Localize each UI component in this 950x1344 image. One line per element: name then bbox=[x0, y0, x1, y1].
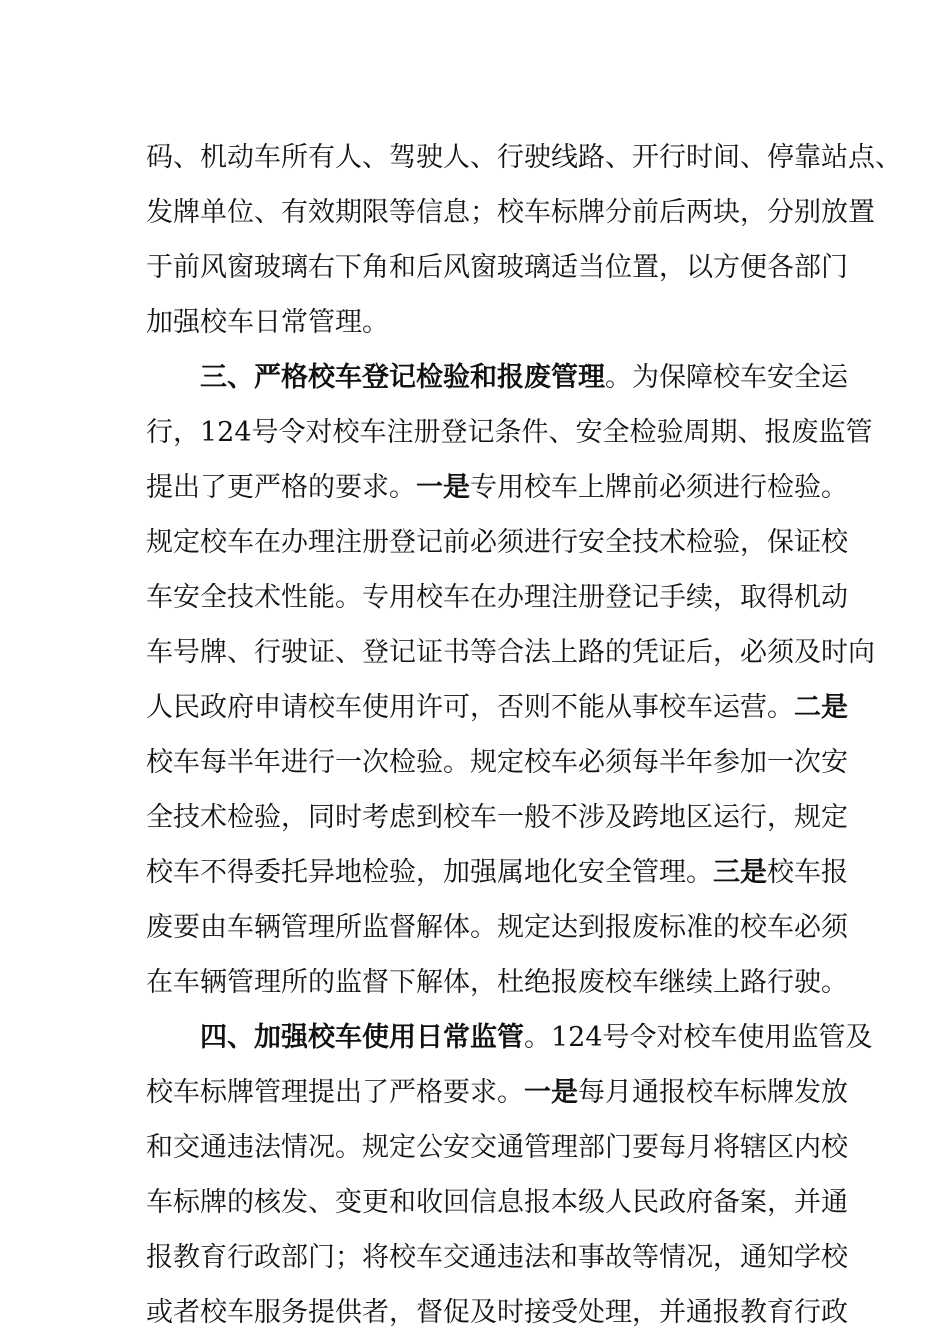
text-line bbox=[146, 1120, 848, 1175]
text-run: 或者校车服务提供者，督促及时接受处理，并通报教育行政 bbox=[146, 1297, 848, 1328]
text-line bbox=[146, 185, 875, 240]
text-run: 车安全技术性能。专用校车在办理注册登记手续，取得机动 bbox=[146, 582, 848, 613]
item-marker: 一是 bbox=[524, 1077, 578, 1108]
item-marker: 三是 bbox=[713, 857, 767, 888]
text-run: 每月通报校车标牌发放 bbox=[578, 1077, 848, 1108]
text-line bbox=[146, 900, 848, 955]
text-run: 车标牌的核发、变更和收回信息报本级人民政府备案，并通 bbox=[146, 1187, 848, 1218]
text-line bbox=[146, 735, 848, 790]
section-heading: 三、严格校车登记检验和报废管理 bbox=[200, 362, 605, 393]
text-line bbox=[146, 790, 848, 845]
text-run: 于前风窗玻璃右下角和后风窗玻璃适当位置，以方便各部门 bbox=[146, 252, 848, 283]
text-line bbox=[146, 460, 848, 515]
text-run: 报教育行政部门；将校车交通违法和事故等情况，通知学校 bbox=[146, 1242, 848, 1273]
item-marker: 二是 bbox=[794, 692, 848, 723]
text-line bbox=[146, 680, 848, 735]
text-run: 在车辆管理所的监督下解体，杜绝报废校车继续上路行驶。 bbox=[146, 967, 848, 998]
text-run: 加强校车日常管理。 bbox=[146, 307, 389, 338]
text-line bbox=[146, 240, 848, 295]
text-run: 车号牌、行驶证、登记证书等合法上路的凭证后，必须及时向 bbox=[146, 637, 875, 668]
section-heading-line bbox=[146, 1010, 873, 1065]
text-run: 校车标牌管理提出了严格要求。 bbox=[146, 1077, 524, 1108]
text-run: 校车不得委托异地检验，加强属地化安全管理。 bbox=[146, 857, 713, 888]
text-run: 提出了更严格的要求。 bbox=[146, 472, 416, 503]
text-line bbox=[146, 570, 848, 625]
text-line bbox=[146, 1065, 848, 1120]
text-run: 专用校车上牌前必须进行检验。 bbox=[470, 472, 848, 503]
text-run: 。124号令对校车使用监管及 bbox=[524, 1022, 873, 1053]
text-line bbox=[146, 130, 902, 185]
text-line bbox=[146, 955, 848, 1010]
text-run: 行，124号令对校车注册登记条件、安全检验周期、报废监管 bbox=[146, 417, 873, 448]
section-heading: 四、加强校车使用日常监管 bbox=[200, 1022, 524, 1053]
text-run: 校车报 bbox=[767, 857, 848, 888]
text-line bbox=[146, 1175, 848, 1230]
document-page bbox=[146, 130, 902, 1340]
text-line bbox=[146, 845, 848, 900]
text-line bbox=[146, 405, 873, 460]
text-line bbox=[146, 1230, 848, 1285]
text-line bbox=[146, 1285, 848, 1340]
text-run: 和交通违法情况。规定公安交通管理部门要每月将辖区内校 bbox=[146, 1132, 848, 1163]
text-run: 人民政府申请校车使用许可，否则不能从事校车运营。 bbox=[146, 692, 794, 723]
item-marker: 一是 bbox=[416, 472, 470, 503]
text-run: 规定校车在办理注册登记前必须进行安全技术检验，保证校 bbox=[146, 527, 848, 558]
text-line bbox=[146, 625, 875, 680]
section-heading-line bbox=[146, 350, 848, 405]
text-run: 废要由车辆管理所监督解体。规定达到报废标准的校车必须 bbox=[146, 912, 848, 943]
text-run: 发牌单位、有效期限等信息；校车标牌分前后两块，分别放置 bbox=[146, 197, 875, 228]
text-line bbox=[146, 515, 848, 570]
text-line bbox=[146, 295, 806, 350]
text-run: 。为保障校车安全运 bbox=[605, 362, 848, 393]
text-run: 全技术检验，同时考虑到校车一般不涉及跨地区运行，规定 bbox=[146, 802, 848, 833]
text-run: 码、机动车所有人、驾驶人、行驶线路、开行时间、停靠站点、 bbox=[146, 142, 902, 173]
text-run: 校车每半年进行一次检验。规定校车必须每半年参加一次安 bbox=[146, 747, 848, 778]
